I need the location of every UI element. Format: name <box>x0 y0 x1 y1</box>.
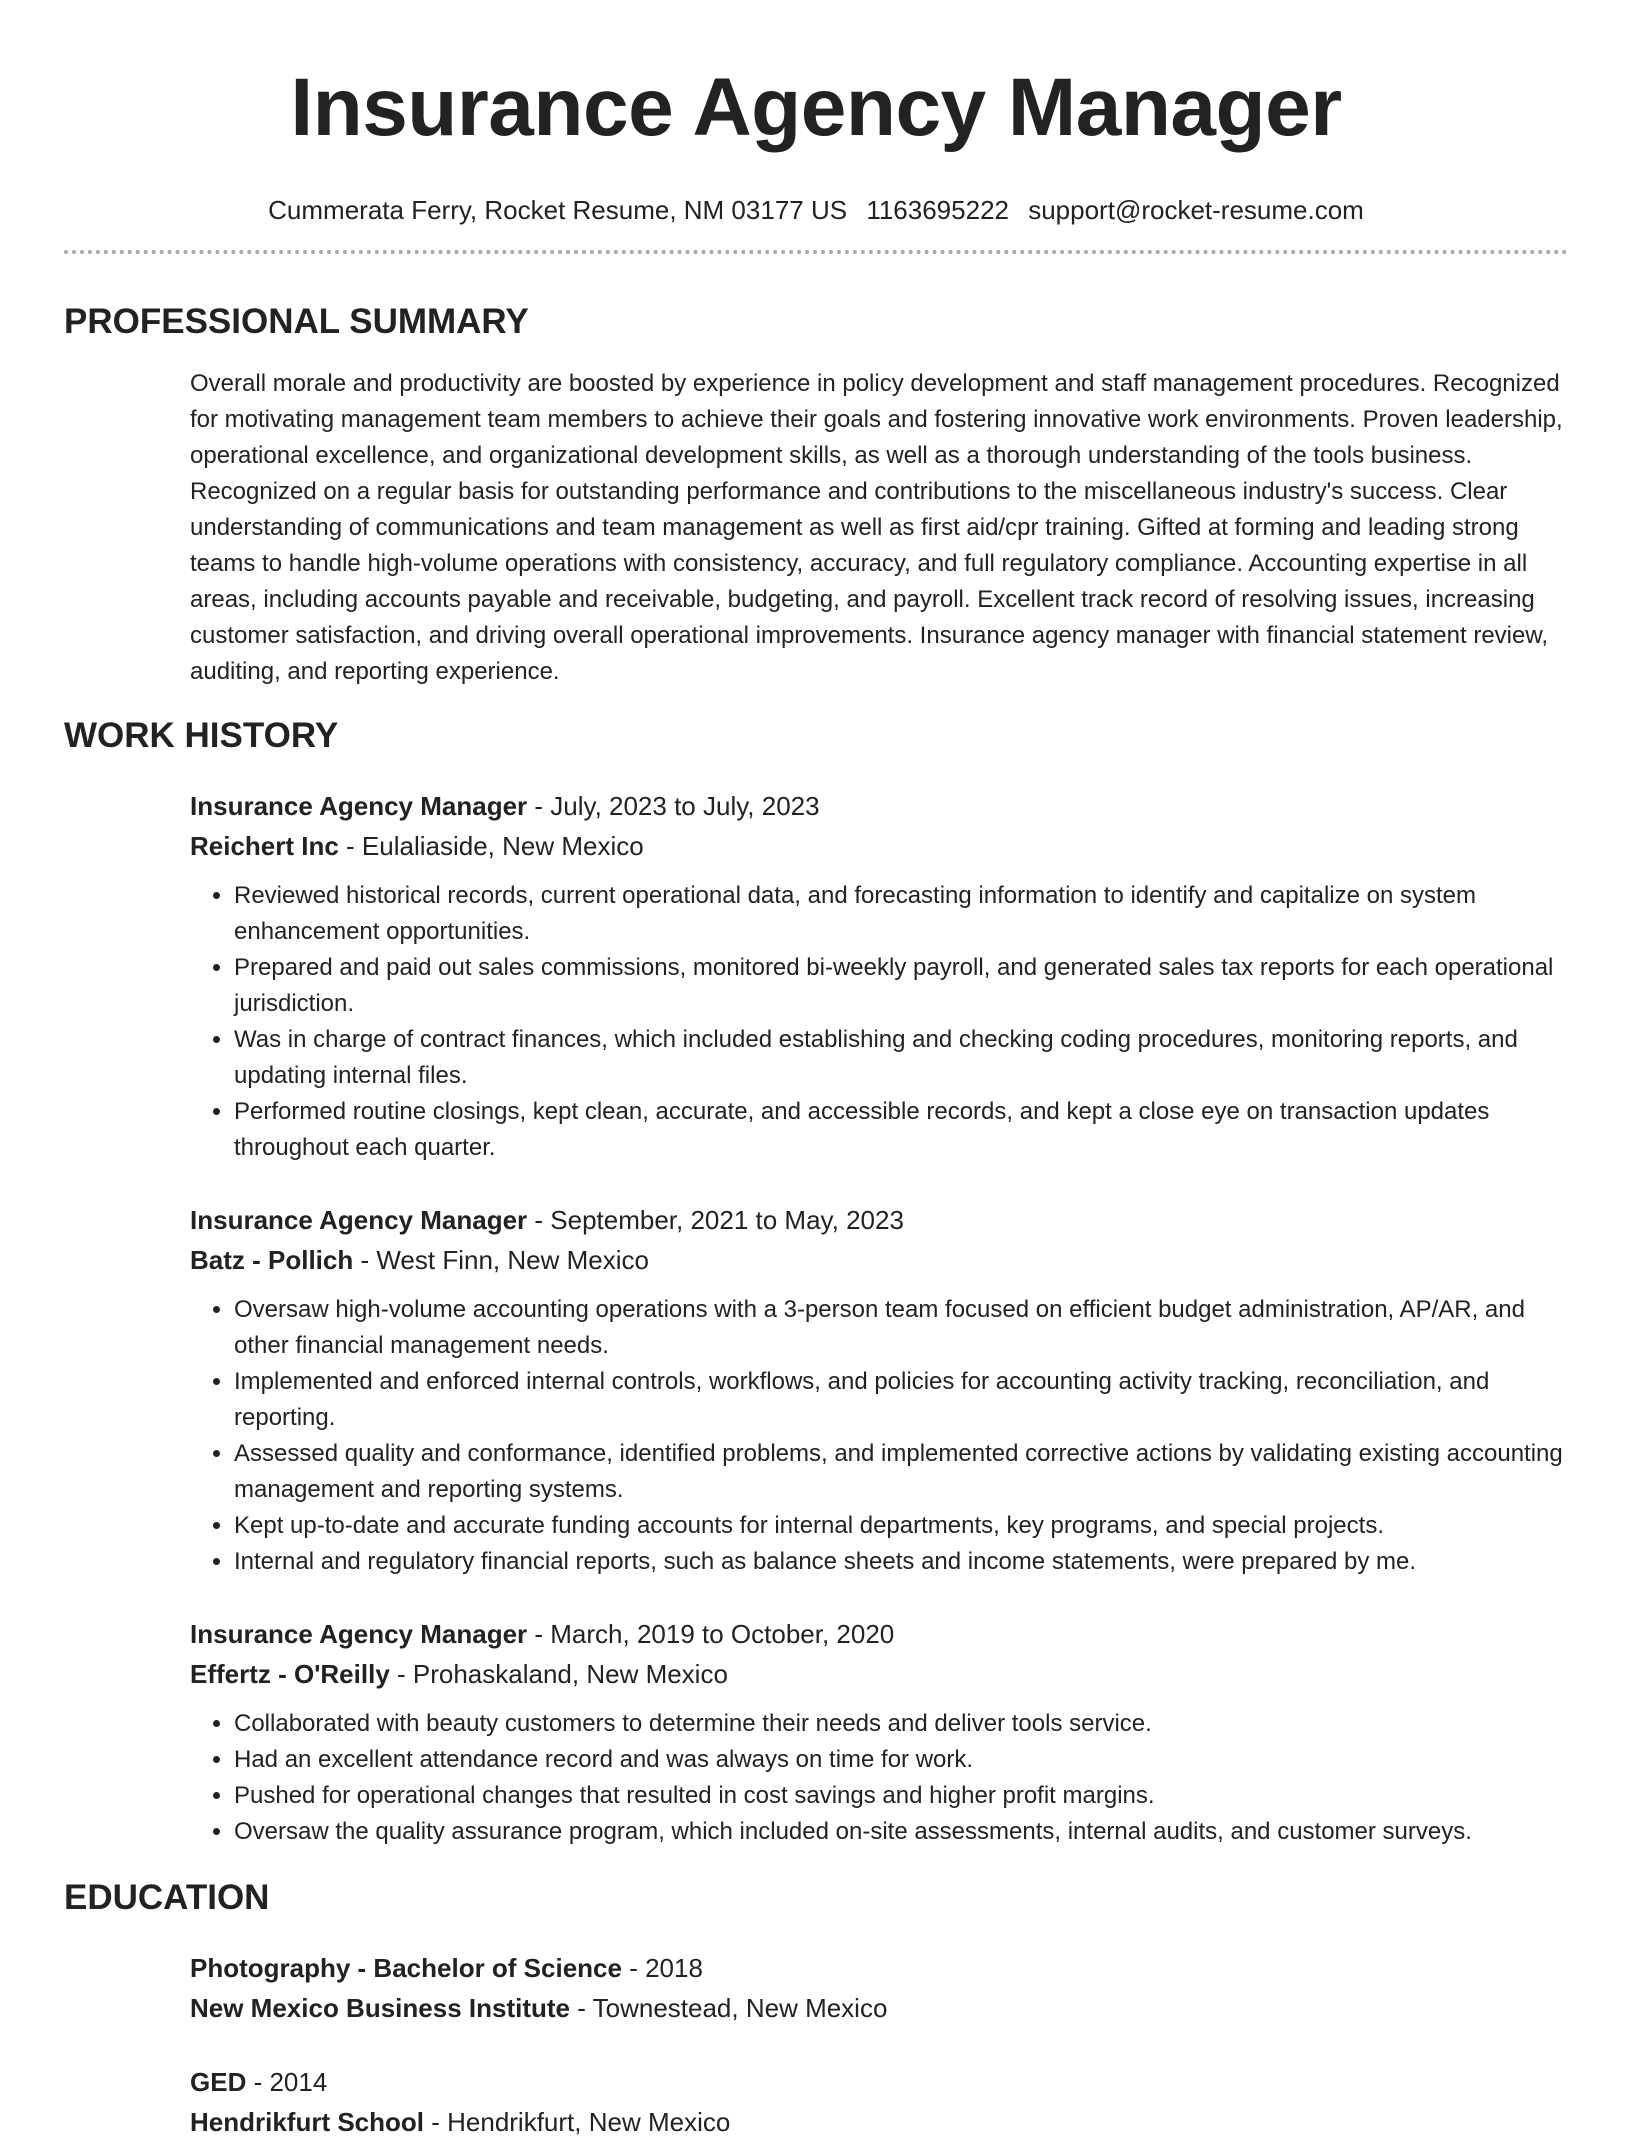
job-entry <box>190 1200 1568 1580</box>
job-bullet: • Pushed for operational changes that resulted in cost savings and higher profit margins. <box>234 1778 1568 1814</box>
job-company-line <box>190 1654 1568 1694</box>
job-entry <box>190 786 1568 1166</box>
education-degree: Photography - Bachelor of Science <box>190 1953 622 1983</box>
job-dates: - September, 2021 to May, 2023 <box>527 1205 904 1235</box>
job-company: Reichert Inc <box>190 831 339 861</box>
job-bullet: • Oversaw the quality assurance program, which included on-site assessments, internal audits, and customer surveys. <box>234 1814 1568 1850</box>
job-dates: - March, 2019 to October, 2020 <box>527 1619 895 1649</box>
job-bullet: • Had an excellent attendance record and was always on time for work. <box>234 1742 1568 1778</box>
education-degree-line <box>190 2062 1568 2102</box>
education-school: Hendrikfurt School <box>190 2107 425 2137</box>
job-location: - Eulaliaside, New Mexico <box>338 831 644 861</box>
education-heading: EDUCATION <box>64 1878 270 1917</box>
education-degree-line <box>190 1948 1568 1988</box>
education-location: - Hendrikfurt, New Mexico <box>424 2107 731 2137</box>
contact-email: support@rocket-resume.com <box>1028 195 1364 225</box>
contact-line <box>64 194 1568 226</box>
education-year: - 2014 <box>246 2067 328 2097</box>
job-bullet: • Reviewed historical records, current operational data, and forecasting information to identify and capitalize on system enhancement opportunities. <box>234 878 1568 950</box>
job-bullet: • Internal and regulatory financial reports, such as balance sheets and income statements, were prepared by me. <box>234 1544 1568 1580</box>
job-bullet: • Prepared and paid out sales commissions, monitored bi-weekly payroll, and generated sales tax reports for each operational jurisdiction. <box>234 950 1568 1022</box>
job-location: - Prohaskaland, New Mexico <box>389 1659 728 1689</box>
job-bullet: • Oversaw high-volume accounting operations with a 3-person team focused on efficient budget administration, AP/AR, and other financial management needs. <box>234 1292 1568 1364</box>
job-dates: - July, 2023 to July, 2023 <box>527 791 820 821</box>
job-location: - West Finn, New Mexico <box>353 1245 649 1275</box>
summary-section <box>64 300 1568 690</box>
job-company-line <box>190 826 1568 866</box>
job-role: Insurance Agency Manager <box>190 1205 528 1235</box>
education-year: - 2018 <box>621 1953 703 1983</box>
job-role: Insurance Agency Manager <box>190 1619 528 1649</box>
education-school-line <box>190 1988 1568 2028</box>
education-entry <box>190 2062 1568 2142</box>
education-school-line <box>190 2102 1568 2142</box>
job-bullet: • Assessed quality and conformance, identified problems, and implemented corrective actions by validating existing accounting management and reporting systems. <box>234 1436 1568 1508</box>
summary-heading: PROFESSIONAL SUMMARY <box>64 302 529 341</box>
job-bullets <box>190 1292 1568 1580</box>
job-title-line <box>190 786 1568 826</box>
job-title-line <box>190 1200 1568 1240</box>
job-bullet: • Performed routine closings, kept clean, accurate, and accessible records, and kept a close eye on transaction updates throughout each quarter. <box>234 1094 1568 1166</box>
education-section <box>64 1876 1568 2142</box>
education-degree: GED <box>190 2067 247 2097</box>
resume-name: Insurance Agency Manager <box>290 62 1342 153</box>
contact-phone: 1163695222 <box>866 195 1009 225</box>
job-bullet: • Was in charge of contract finances, which included establishing and checking coding procedures, monitoring reports, and updating internal files. <box>234 1022 1568 1094</box>
education-location: - Townestead, New Mexico <box>569 1993 888 2023</box>
job-title-line <box>190 1614 1568 1654</box>
education-school: New Mexico Business Institute <box>190 1993 570 2023</box>
job-role: Insurance Agency Manager <box>190 791 528 821</box>
header-divider <box>64 250 1568 254</box>
job-bullet: • Kept up-to-date and accurate funding accounts for internal departments, key programs, and special projects. <box>234 1508 1568 1544</box>
job-bullets <box>190 878 1568 1166</box>
work-history-section <box>64 714 1568 1850</box>
job-entry <box>190 1614 1568 1850</box>
job-company: Batz - Pollich <box>190 1245 354 1275</box>
contact-address: Cummerata Ferry, Rocket Resume, NM 03177 US <box>268 195 848 225</box>
work-history-heading: WORK HISTORY <box>64 716 339 755</box>
job-bullet: • Implemented and enforced internal controls, workflows, and policies for accounting activity tracking, reconciliation, and reporting. <box>234 1364 1568 1436</box>
job-bullets <box>190 1706 1568 1850</box>
job-company-line <box>190 1240 1568 1280</box>
summary-text: Overall morale and productivity are boosted by experience in policy development and staff management procedures. Recognized for motivating management team members to achieve their goals and fostering innovative work environments. Proven leadership, operational excellence, and organizational development skills, as well as a thorough understanding of the tools business. Recognized on a regular basis for outstanding performance and contributions to the miscellaneous industry's success. Clear understanding of communications and team management as well as first aid/cpr training. Gifted at forming and leading strong teams to handle high-volume operations with consistency, accuracy, and full regulatory compliance. Accounting expertise in all areas, including accounts payable and receivable, budgeting, and payroll. Excellent track record of resolving issues, increasing customer satisfaction, and driving overall operational improvements. Insurance agency manager with financial statement review, auditing, and reporting experience. <box>190 370 1563 685</box>
job-company: Effertz - O'Reilly <box>190 1659 390 1689</box>
job-bullet: • Collaborated with beauty customers to determine their needs and deliver tools service. <box>234 1706 1568 1742</box>
education-entry <box>190 1948 1568 2028</box>
